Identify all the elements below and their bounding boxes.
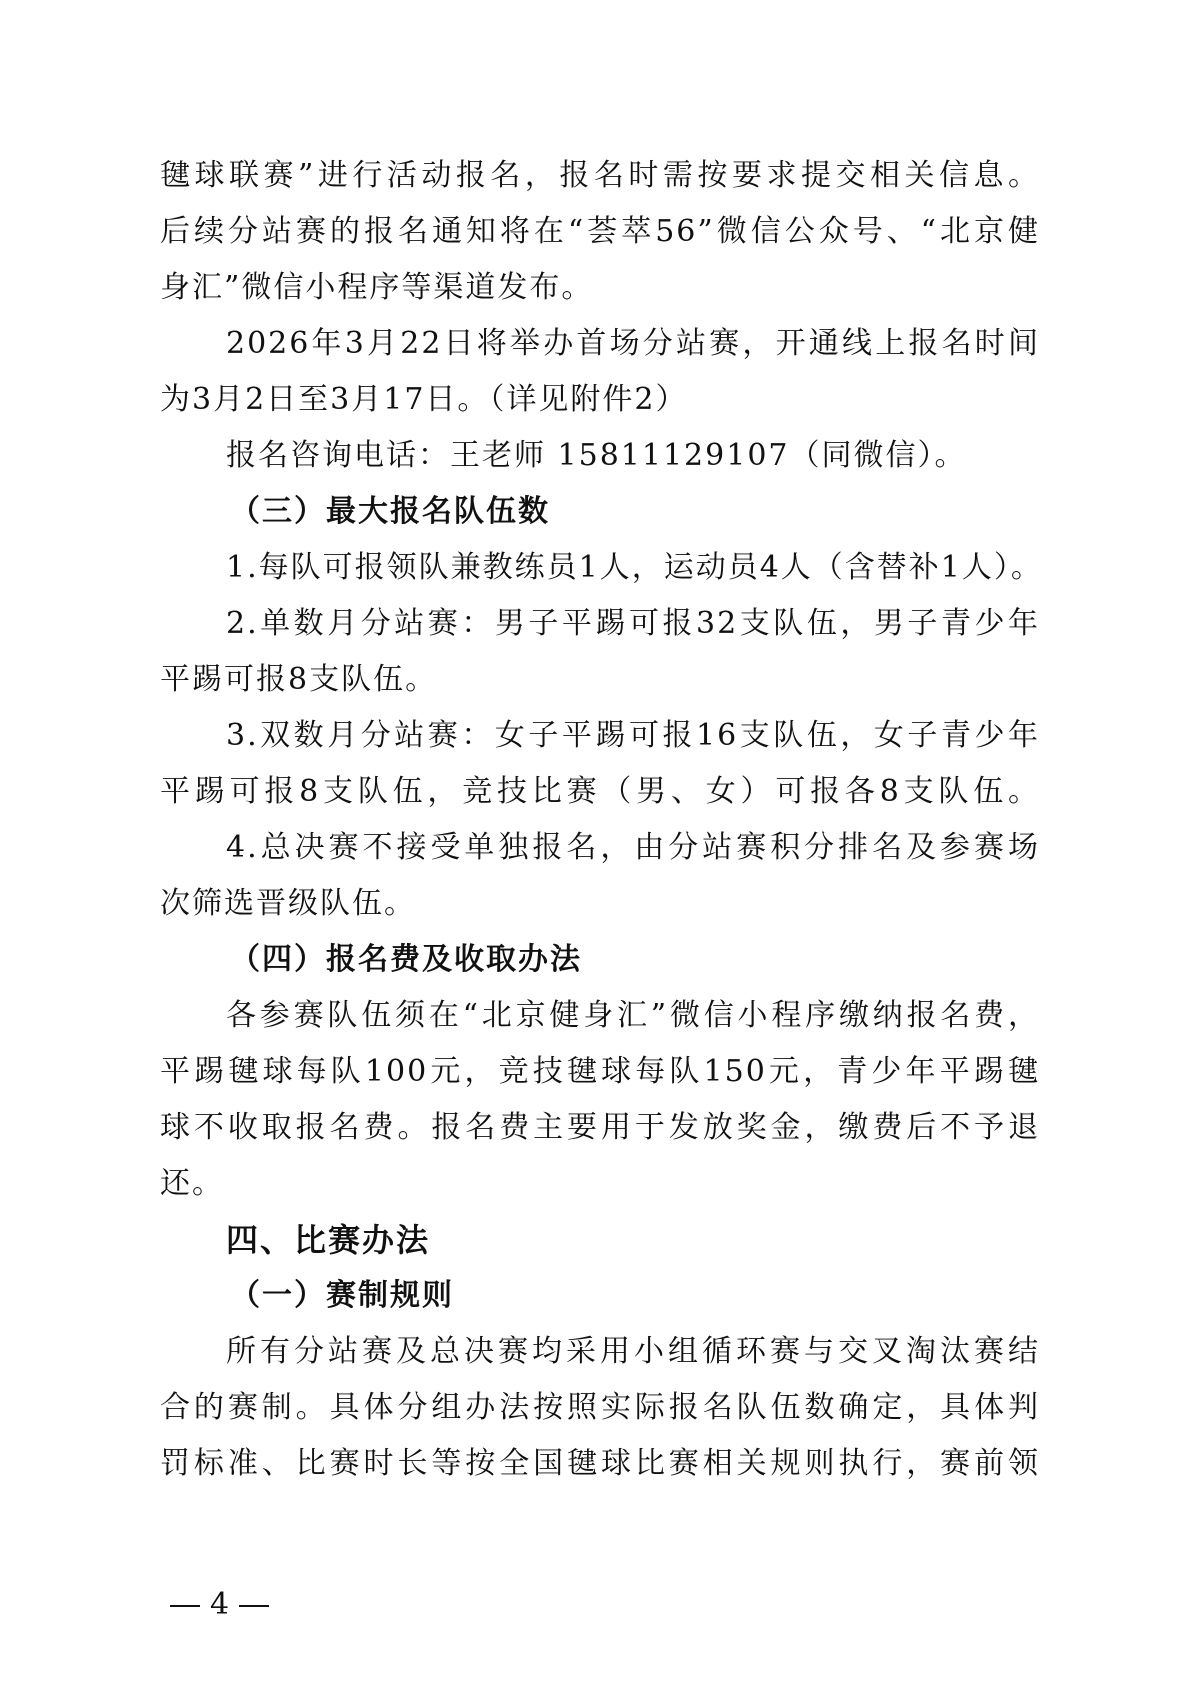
body-line: 毽球联赛”进行活动报名，报名时需按要求提交相关信息。 (160, 158, 1040, 193)
body-line: 平踢可报8支队伍。 (160, 662, 438, 697)
body-line: 为3月2日至3月17日。（详见附件2） (160, 382, 688, 417)
body-line: 4.总决赛不接受单独报名，由分站赛积分排名及参赛场 (226, 830, 1040, 865)
body-line: 次筛选晋级队伍。 (160, 886, 416, 921)
body-line: 球不收取报名费。报名费主要用于发放奖金，缴费后不予退 (160, 1110, 1040, 1145)
page-number-value: 4 (210, 1587, 230, 1622)
subsection-heading: （三）最大报名队伍数 (230, 494, 550, 529)
body-line: 2026年3月22日将举办首场分站赛，开通线上报名时间 (226, 326, 1040, 361)
dash-left (170, 1605, 200, 1607)
body-line: 平踢可报8支队伍，竞技比赛（男、女）可报各8支队伍。 (160, 774, 1040, 809)
body-line: 罚标准、比赛时长等按全国毽球比赛相关规则执行，赛前领 (160, 1446, 1040, 1481)
body-line: 后续分站赛的报名通知将在“荟萃56”微信公众号、“北京健 (160, 214, 1040, 249)
body-line: 3.双数月分站赛：女子平踢可报16支队伍，女子青少年 (226, 718, 1040, 753)
subsection-heading: （一）赛制规则 (230, 1278, 454, 1313)
body-line: 报名咨询电话：王老师 15811129107（同微信）。 (226, 438, 967, 473)
body-line: 平踢毽球每队100元，竞技毽球每队150元，青少年平踢毽 (160, 1054, 1040, 1089)
page-number (160, 1585, 279, 1625)
body-line: 还。 (160, 1166, 224, 1201)
dash-right (239, 1605, 269, 1607)
body-line: 1.每队可报领队兼教练员1人，运动员4人（含替补1人）。 (226, 550, 1043, 585)
section-heading: 四、比赛办法 (226, 1221, 431, 1259)
document-body (160, 148, 1043, 1492)
subsection-heading: （四）报名费及收取办法 (230, 942, 582, 977)
body-line: 合的赛制。具体分组办法按照实际报名队伍数确定，具体判 (160, 1390, 1040, 1425)
body-line: 所有分站赛及总决赛均采用小组循环赛与交叉淘汰赛结 (226, 1334, 1040, 1369)
body-line: 各参赛队伍须在“北京健身汇”微信小程序缴纳报名费， (226, 998, 1040, 1033)
body-line: 2.单数月分站赛：男子平踢可报32支队伍，男子青少年 (226, 606, 1040, 641)
body-line: 身汇”微信小程序等渠道发布。 (160, 270, 594, 305)
